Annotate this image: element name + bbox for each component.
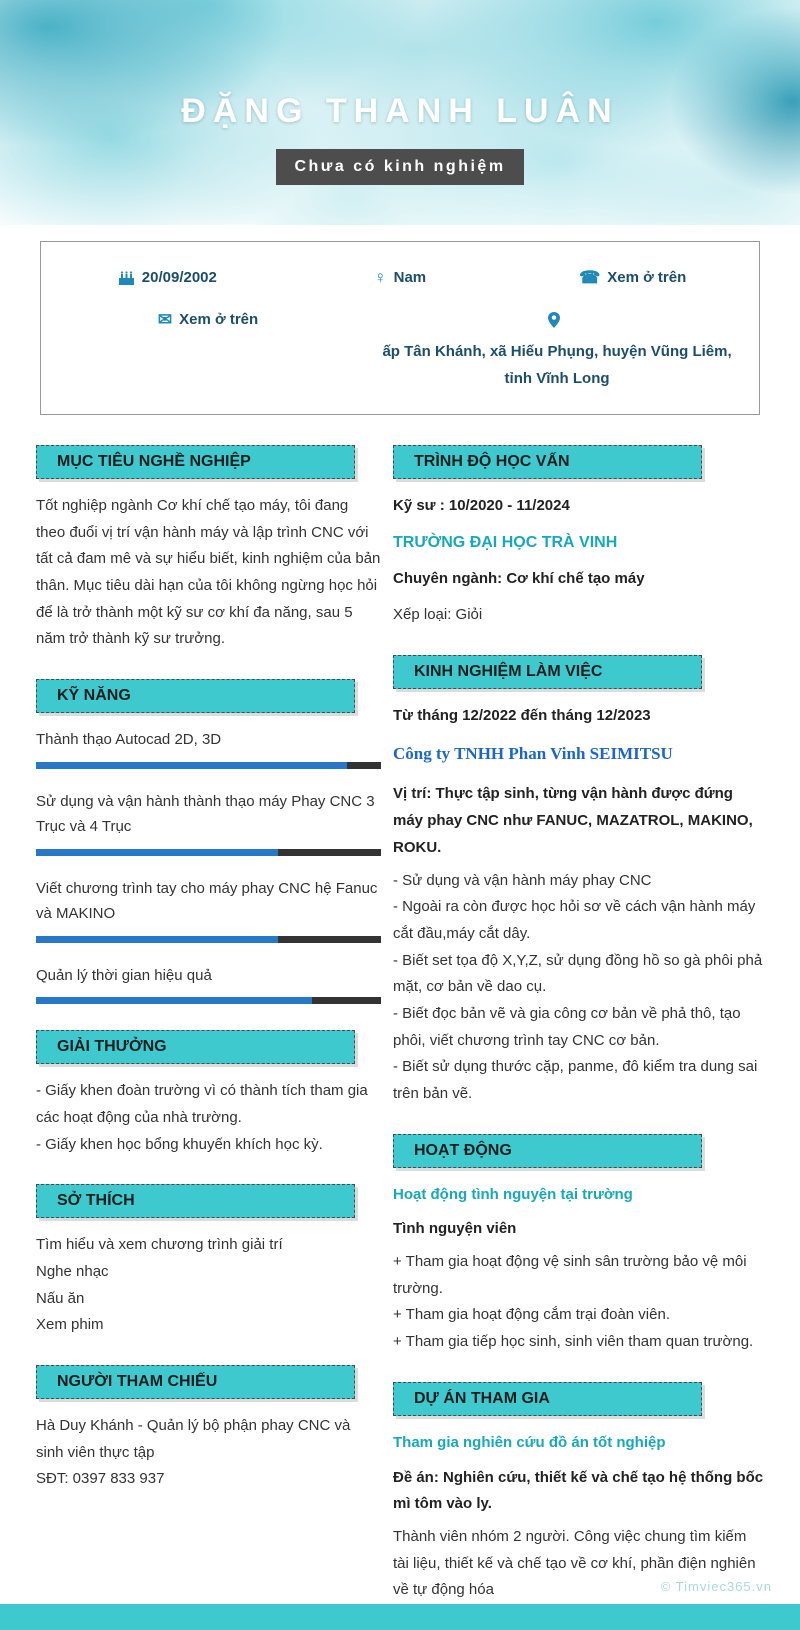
experience-bullet: - Ngoài ra còn được học hỏi sơ về cách vận hành máy cắt đầu,máy cắt dây. [393, 898, 756, 942]
experience-period: Từ tháng 12/2022 đến tháng 12/2023 [393, 706, 651, 724]
gender-field [284, 258, 517, 288]
education-period: Kỹ sư : 10/2020 - 11/2024 [393, 497, 570, 514]
skill-label: Quản lý thời gian hiệu quả [36, 966, 212, 984]
skill-item [36, 876, 381, 943]
reference-line: SĐT: 0397 833 937 [36, 1470, 165, 1488]
experience-bullet: - Biết đọc bản vẽ và gia công cơ bản về phả thô, tạo phôi, viết chương trình tay CNC cơ bản. [393, 1004, 741, 1049]
objective-body: Tốt nghiệp ngành Cơ khí chế tạo máy, tôi đang theo đuổi vị trí vận hành máy và lập trình CNC với tất cả đam mê và sự hiểu biết, kinh nghiệm của bản thân. Mục tiêu dài hạn của tôi không ngừng học hỏi để là trở thành một kỹ sư cơ khí đa năng, sau 5 năm trở thành kỹ sư trưởng. [36, 497, 381, 648]
envelope-icon: ✉ [157, 310, 173, 329]
map-pin-icon [548, 310, 560, 330]
activities-subtitle: Hoạt động tình nguyện tại trường [393, 1185, 633, 1203]
skill-bar [36, 936, 381, 943]
phone-value: Xem ở trên [607, 269, 687, 286]
award-line: - Giấy khen học bổng khuyến khích học kỳ. [36, 1135, 323, 1153]
phone-icon: ☎ [579, 268, 601, 287]
skill-item [36, 963, 381, 1005]
section-title-projects: DỰ ÁN THAM GIA [393, 1382, 702, 1416]
experience-company: Công ty TNHH Phan Vinh SEIMITSU [393, 744, 673, 764]
experience-bullet: - Biết sử dụng thước cặp, panme, đô kiểm tra dung sai trên bản vẽ. [393, 1058, 758, 1103]
hobby-line: Tìm hiểu và xem chương trình giải trí [36, 1236, 283, 1254]
contact-box [40, 241, 760, 415]
birthday-icon [118, 268, 135, 288]
section-reference [36, 1365, 381, 1493]
skill-label: Thành thạo Autocad 2D, 3D [36, 731, 222, 749]
section-awards [36, 1030, 381, 1158]
gender-icon: ♀ [373, 268, 387, 287]
project-body: Thành viên nhóm 2 người. Công việc chung tìm kiếm tài liệu, thiết kế và chế tạo về cơ khí, phần điện nghiên về tự động hóa [393, 1527, 756, 1599]
skill-bar-fill [36, 849, 278, 856]
candidate-name: ĐẶNG THANH LUÂN [181, 92, 619, 130]
section-title-skills: KỸ NĂNG [36, 679, 355, 713]
section-skills [36, 679, 381, 1004]
skill-bar-fill [36, 936, 278, 943]
address-line-1: ấp Tân Khánh, xã Hiếu Phụng, huyện Vũng Liêm, [382, 343, 732, 360]
skill-item [36, 727, 381, 769]
hobby-line: Xem phim [36, 1316, 104, 1334]
skill-item [36, 789, 381, 856]
section-title-education: TRÌNH ĐỘ HỌC VẤN [393, 445, 702, 479]
section-title-hobbies: SỞ THÍCH [36, 1184, 355, 1218]
project-name: Đề án: Nghiên cứu, thiết kế và chế tạo hệ thống bốc mì tôm vào ly. [393, 1468, 764, 1513]
experience-bullet: - Biết set tọa độ X,Y,Z, sử dụng đồng hồ so gà phôi phả mặt, cơ bản về dao cụ. [393, 951, 763, 996]
activities-role: Tình nguyện viên [393, 1220, 517, 1238]
section-objective [36, 445, 381, 653]
right-column [393, 445, 764, 1630]
skill-bar [36, 997, 381, 1004]
left-column [36, 445, 381, 1630]
section-title-objective: MỤC TIÊU NGHỀ NGHIỆP [36, 445, 355, 479]
award-line: - Giấy khen đoàn trường vì có thành tích tham gia các hoạt động của nhà trường. [36, 1082, 368, 1126]
phone-field [516, 258, 749, 288]
activity-bullet: + Tham gia tiếp học sinh, sinh viên tham quan trường. [393, 1333, 754, 1351]
section-projects [393, 1382, 764, 1604]
education-grade: Xếp loại: Giỏi [393, 605, 483, 623]
section-education [393, 445, 764, 629]
section-title-experience: KINH NGHIỆM LÀM VIỆC [393, 655, 702, 689]
experience-badge: Chưa có kinh nghiệm [276, 149, 523, 185]
activity-bullet: + Tham gia hoạt động cắm trại đoàn viên. [393, 1306, 670, 1324]
email-value: Xem ở trên [179, 311, 259, 328]
address-block [365, 338, 749, 392]
skill-label: Viết chương trình tay cho máy phay CNC hệ Fanuc và MAKINO [36, 879, 378, 923]
reference-line: Hà Duy Khánh - Quản lý bộ phận phay CNC và sinh viên thực tập [36, 1416, 351, 1461]
skill-label: Sử dụng và vận hành thành thạo máy Phay CNC 3 Trục và 4 Trục [36, 792, 375, 836]
activity-bullet: + Tham gia hoạt động vệ sinh sân trường bảo vệ môi trường. [393, 1253, 747, 1297]
address-line-2: tỉnh Vĩnh Long [504, 370, 610, 387]
dob-field [51, 258, 284, 288]
skill-bar [36, 762, 381, 769]
projects-subtitle: Tham gia nghiên cứu đồ án tốt nghiệp [393, 1433, 666, 1451]
hobby-line: Nấu ăn [36, 1289, 85, 1307]
skill-bar [36, 849, 381, 856]
section-activities [393, 1134, 764, 1356]
bottom-accent-bar [0, 1604, 800, 1630]
experience-position: Vị trí: Thực tập sinh, từng vận hành được đứng máy phay CNC như FANUC, MAZATROL, MAKINO, ROKU. [393, 785, 753, 856]
watercolor-header [0, 0, 800, 225]
skill-bar-fill [36, 762, 347, 769]
education-school: TRƯỜNG ĐẠI HỌC TRÀ VINH [393, 533, 618, 551]
gender-value: Nam [393, 269, 427, 286]
dob-value: 20/09/2002 [141, 269, 217, 286]
education-major: Chuyên ngành: Cơ khí chế tạo máy [393, 570, 645, 588]
section-title-awards: GIẢI THƯỞNG [36, 1030, 355, 1064]
skill-bar-fill [36, 997, 312, 1004]
section-hobbies [36, 1184, 381, 1339]
email-field [51, 310, 365, 330]
section-experience [393, 655, 764, 1108]
section-title-activities: HOẠT ĐỘNG [393, 1134, 702, 1168]
location-pin [365, 310, 749, 330]
hobby-line: Nghe nhạc [36, 1262, 109, 1280]
site-watermark: © Timviec365.vn [660, 1578, 772, 1594]
section-title-reference: NGƯỜI THAM CHIẾU [36, 1365, 355, 1399]
experience-bullet: - Sử dụng và vận hành máy phay CNC [393, 871, 652, 889]
